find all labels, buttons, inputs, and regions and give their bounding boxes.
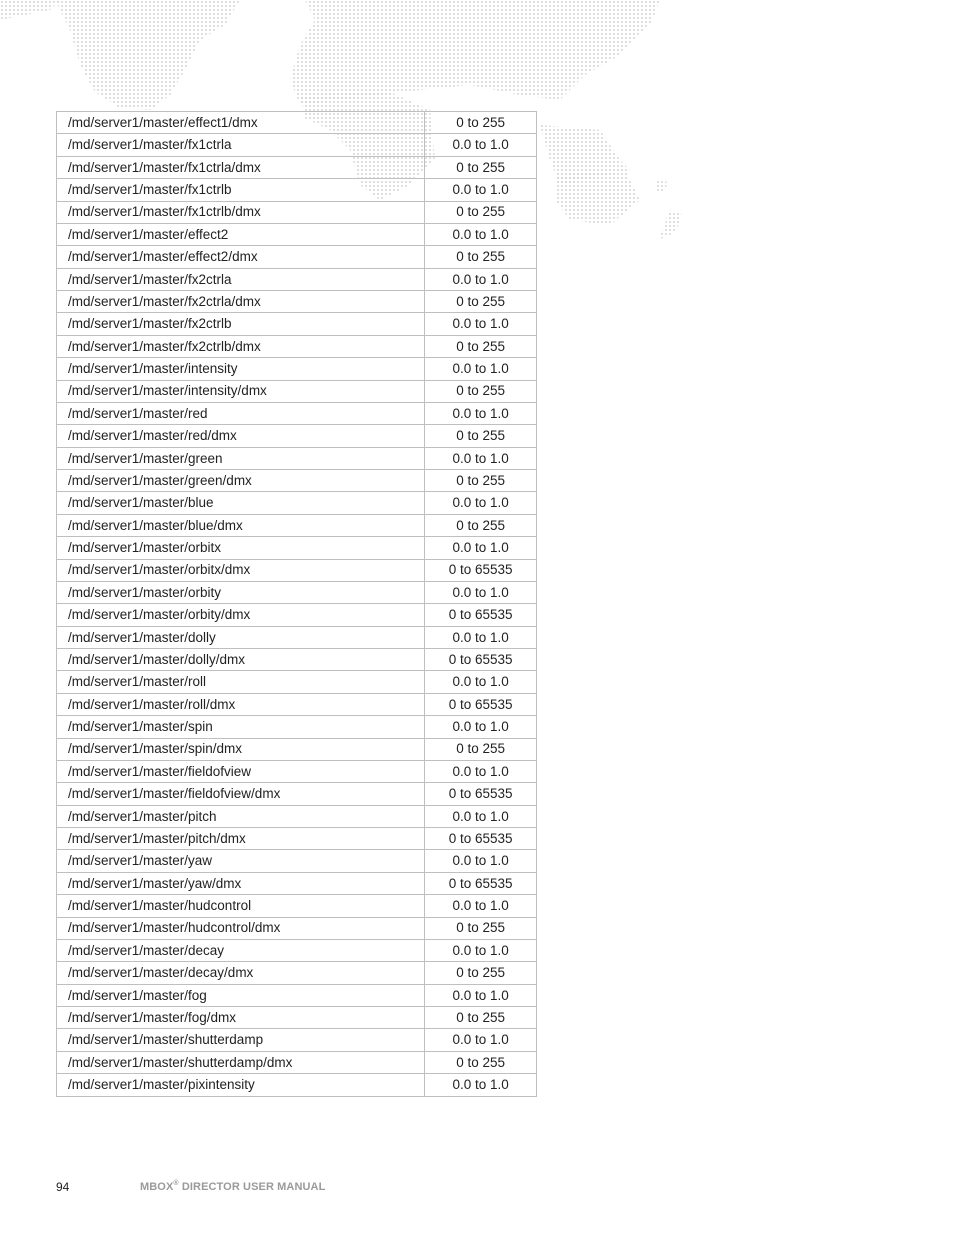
value-range-cell: 0 to 255 (425, 1007, 537, 1029)
value-range-cell: 0.0 to 1.0 (425, 671, 537, 693)
value-range-cell: 0 to 255 (425, 201, 537, 223)
osc-address-cell: /md/server1/master/green (57, 447, 425, 469)
table-row (57, 783, 537, 805)
value-range-cell: 0.0 to 1.0 (425, 492, 537, 514)
osc-address-cell: /md/server1/master/blue (57, 492, 425, 514)
osc-address-cell: /md/server1/master/orbitx (57, 537, 425, 559)
value-range-cell: 0 to 65535 (425, 872, 537, 894)
osc-address-cell: /md/server1/master/fx1ctrlb (57, 179, 425, 201)
table-row (57, 402, 537, 424)
table-row (57, 425, 537, 447)
table-row (57, 962, 537, 984)
value-range-cell: 0 to 255 (425, 335, 537, 357)
table-row (57, 738, 537, 760)
value-range-cell: 0.0 to 1.0 (425, 581, 537, 603)
value-range-cell: 0.0 to 1.0 (425, 402, 537, 424)
value-range-cell: 0.0 to 1.0 (425, 134, 537, 156)
table-row (57, 1029, 537, 1051)
osc-address-cell: /md/server1/master/fog/dmx (57, 1007, 425, 1029)
table-row (57, 447, 537, 469)
osc-address-cell: /md/server1/master/yaw/dmx (57, 872, 425, 894)
table-row (57, 760, 537, 782)
table-row (57, 156, 537, 178)
table-row (57, 984, 537, 1006)
manual-title-rest: DIRECTOR USER MANUAL (178, 1181, 326, 1193)
value-range-cell: 0.0 to 1.0 (425, 313, 537, 335)
value-range-cell: 0.0 to 1.0 (425, 268, 537, 290)
value-range-cell: 0.0 to 1.0 (425, 805, 537, 827)
osc-address-cell: /md/server1/master/pixintensity (57, 1074, 425, 1096)
manual-title-brand: MBOX (140, 1181, 174, 1193)
table-row (57, 268, 537, 290)
value-range-cell: 0.0 to 1.0 (425, 716, 537, 738)
table-row (57, 492, 537, 514)
osc-address-cell: /md/server1/master/effect1/dmx (57, 112, 425, 134)
value-range-cell: 0 to 255 (425, 514, 537, 536)
osc-address-cell: /md/server1/master/yaw (57, 850, 425, 872)
table-row (57, 716, 537, 738)
value-range-cell: 0 to 255 (425, 917, 537, 939)
osc-address-table (56, 111, 537, 1097)
osc-address-cell: /md/server1/master/fx2ctrla (57, 268, 425, 290)
table-row (57, 805, 537, 827)
osc-address-cell: /md/server1/master/intensity (57, 358, 425, 380)
osc-address-cell: /md/server1/master/fx2ctrla/dmx (57, 291, 425, 313)
osc-address-cell: /md/server1/master/spin/dmx (57, 738, 425, 760)
osc-address-cell: /md/server1/master/effect2/dmx (57, 246, 425, 268)
osc-address-cell: /md/server1/master/fieldofview/dmx (57, 783, 425, 805)
osc-address-cell: /md/server1/master/pitch (57, 805, 425, 827)
osc-address-cell: /md/server1/master/decay (57, 939, 425, 961)
value-range-cell: 0.0 to 1.0 (425, 895, 537, 917)
osc-address-cell: /md/server1/master/shutterdamp (57, 1029, 425, 1051)
value-range-cell: 0 to 65535 (425, 604, 537, 626)
table-row (57, 223, 537, 245)
table-row (57, 112, 537, 134)
osc-address-cell: /md/server1/master/orbity (57, 581, 425, 603)
value-range-cell: 0 to 65535 (425, 828, 537, 850)
value-range-cell: 0 to 255 (425, 291, 537, 313)
table-row (57, 828, 537, 850)
osc-address-cell: /md/server1/master/hudcontrol/dmx (57, 917, 425, 939)
table-row (57, 1074, 537, 1096)
value-range-cell: 0 to 255 (425, 962, 537, 984)
value-range-cell: 0.0 to 1.0 (425, 358, 537, 380)
value-range-cell: 0.0 to 1.0 (425, 447, 537, 469)
table-row (57, 1051, 537, 1073)
table-row (57, 604, 537, 626)
osc-address-cell: /md/server1/master/dolly (57, 626, 425, 648)
table-row (57, 626, 537, 648)
value-range-cell: 0 to 255 (425, 1051, 537, 1073)
table-row (57, 291, 537, 313)
value-range-cell: 0 to 255 (425, 112, 537, 134)
table-row (57, 895, 537, 917)
osc-address-cell: /md/server1/master/fog (57, 984, 425, 1006)
osc-address-cell: /md/server1/master/fx1ctrla/dmx (57, 156, 425, 178)
registered-mark: ® (173, 1180, 179, 1187)
osc-address-cell: /md/server1/master/decay/dmx (57, 962, 425, 984)
osc-address-cell: /md/server1/master/intensity/dmx (57, 380, 425, 402)
osc-address-cell: /md/server1/master/fieldofview (57, 760, 425, 782)
osc-address-table-body (57, 112, 537, 1097)
osc-address-cell: /md/server1/master/pitch/dmx (57, 828, 425, 850)
osc-address-cell: /md/server1/master/fx2ctrlb/dmx (57, 335, 425, 357)
value-range-cell: 0.0 to 1.0 (425, 984, 537, 1006)
osc-address-cell: /md/server1/master/orbitx/dmx (57, 559, 425, 581)
table-row (57, 335, 537, 357)
value-range-cell: 0.0 to 1.0 (425, 626, 537, 648)
value-range-cell: 0.0 to 1.0 (425, 537, 537, 559)
table-row (57, 917, 537, 939)
value-range-cell: 0.0 to 1.0 (425, 1029, 537, 1051)
page-number: 94 (56, 1180, 70, 1194)
osc-address-cell: /md/server1/master/hudcontrol (57, 895, 425, 917)
table-row (57, 671, 537, 693)
table-row (57, 939, 537, 961)
table-row (57, 179, 537, 201)
osc-address-cell: /md/server1/master/blue/dmx (57, 514, 425, 536)
value-range-cell: 0 to 65535 (425, 693, 537, 715)
table-row (57, 537, 537, 559)
manual-title (140, 1180, 325, 1193)
table-row (57, 201, 537, 223)
table-row (57, 380, 537, 402)
value-range-cell: 0.0 to 1.0 (425, 760, 537, 782)
value-range-cell: 0.0 to 1.0 (425, 850, 537, 872)
osc-address-cell: /md/server1/master/red (57, 402, 425, 424)
table-row (57, 693, 537, 715)
value-range-cell: 0.0 to 1.0 (425, 939, 537, 961)
table-row (57, 649, 537, 671)
value-range-cell: 0 to 255 (425, 470, 537, 492)
osc-address-cell: /md/server1/master/green/dmx (57, 470, 425, 492)
value-range-cell: 0 to 255 (425, 246, 537, 268)
value-range-cell: 0.0 to 1.0 (425, 223, 537, 245)
value-range-cell: 0 to 255 (425, 738, 537, 760)
table-row (57, 313, 537, 335)
osc-address-cell: /md/server1/master/roll (57, 671, 425, 693)
osc-address-cell: /md/server1/master/red/dmx (57, 425, 425, 447)
osc-address-cell: /md/server1/master/spin (57, 716, 425, 738)
value-range-cell: 0.0 to 1.0 (425, 1074, 537, 1096)
table-row (57, 872, 537, 894)
table-row (57, 134, 537, 156)
osc-address-cell: /md/server1/master/shutterdamp/dmx (57, 1051, 425, 1073)
table-row (57, 581, 537, 603)
value-range-cell: 0 to 65535 (425, 559, 537, 581)
value-range-cell: 0 to 65535 (425, 783, 537, 805)
table-row (57, 470, 537, 492)
value-range-cell: 0 to 255 (425, 156, 537, 178)
osc-address-cell: /md/server1/master/dolly/dmx (57, 649, 425, 671)
table-row (57, 246, 537, 268)
value-range-cell: 0 to 255 (425, 425, 537, 447)
value-range-cell: 0.0 to 1.0 (425, 179, 537, 201)
table-row (57, 514, 537, 536)
table-row (57, 559, 537, 581)
osc-address-cell: /md/server1/master/roll/dmx (57, 693, 425, 715)
table-row (57, 358, 537, 380)
table-row (57, 1007, 537, 1029)
osc-address-cell: /md/server1/master/fx2ctrlb (57, 313, 425, 335)
table-row (57, 850, 537, 872)
osc-address-cell: /md/server1/master/effect2 (57, 223, 425, 245)
osc-address-cell: /md/server1/master/fx1ctrlb/dmx (57, 201, 425, 223)
value-range-cell: 0 to 65535 (425, 649, 537, 671)
osc-address-cell: /md/server1/master/fx1ctrla (57, 134, 425, 156)
value-range-cell: 0 to 255 (425, 380, 537, 402)
osc-address-cell: /md/server1/master/orbity/dmx (57, 604, 425, 626)
